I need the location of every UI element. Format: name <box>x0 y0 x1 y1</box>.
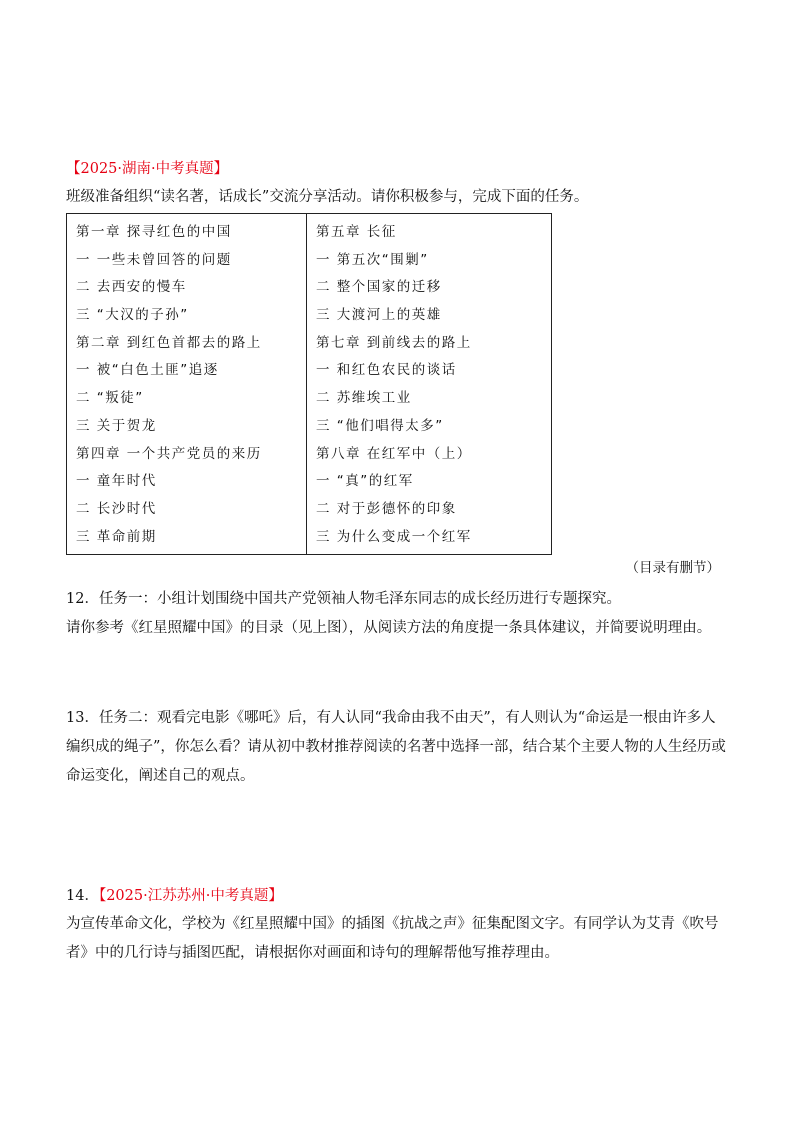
toc-entry: 三 革命前期 <box>76 528 157 545</box>
toc-entry: 第七章 到前线去的路上 <box>316 334 472 351</box>
toc-entry: 二 对于彭德怀的印象 <box>316 500 457 517</box>
toc-entry: 一 童年时代 <box>76 473 157 490</box>
toc-entry: 第四章 一个共产党员的来历 <box>76 445 262 462</box>
toc-entry: 一 第五次“围剿” <box>316 251 429 268</box>
toc-entry: 第八章 在红军中（上） <box>316 445 472 462</box>
source-tag: 【2025·湖南·中考真题】 <box>66 161 229 177</box>
toc-entry: 一 和红色农民的谈话 <box>316 362 457 379</box>
toc-entry: 第二章 到红色首都去的路上 <box>76 334 262 351</box>
toc-entry: 第一章 探寻红色的中国 <box>76 224 232 240</box>
question-14-line1: 为宣传革命文化，学校为《红星照耀中国》的插图《抗战之声》征集配图文字。有同学认为艾青《吹号 <box>66 916 719 932</box>
toc-entry: 三 “大汉的子孙” <box>76 307 189 324</box>
toc-left-column <box>76 222 262 554</box>
question-14-number: 14． <box>66 888 99 904</box>
toc-entry: 二 “叛徒” <box>76 390 144 407</box>
question-14-source-tag: 【2025·江苏苏州·中考真题】 <box>98 888 283 904</box>
question-12-line1: 12．任务一：小组计划围绕中国共产党领袖人物毛泽东同志的成长经历进行专题探究。 <box>66 591 621 607</box>
toc-entry: 二 长沙时代 <box>76 500 157 517</box>
toc-entry: 第五章 长征 <box>316 224 397 240</box>
question-14-header <box>66 886 283 906</box>
question-13-line1: 13．任务二：观看完电影《哪吒》后，有人认同“我命由我不由天”，有人则认为“命运是一根由许多人 <box>66 710 716 726</box>
toc-entry: 一 “真”的红军 <box>316 473 414 490</box>
toc-entry: 一 一些未曾回答的问题 <box>76 251 232 268</box>
question-13-line3: 命运变化，阐述自己的观点。 <box>66 768 255 784</box>
toc-entry: 三 为什么变成一个红军 <box>316 528 472 545</box>
activity-intro: 班级准备组织“读名著，话成长”交流分享活动。请你积极参与，完成下面的任务。 <box>66 189 589 205</box>
toc-entry: 一 被“白色土匪”追逐 <box>76 362 219 379</box>
toc-entry: 三 关于贺龙 <box>76 417 157 434</box>
toc-entry: 二 整个国家的迁移 <box>316 279 442 296</box>
toc-entry: 三 大渡河上的英雄 <box>316 307 442 324</box>
toc-entry: 二 苏维埃工业 <box>316 390 412 407</box>
toc-right-column <box>316 222 472 554</box>
toc-divider <box>306 214 307 554</box>
toc-entry: 三 “他们唱得太多” <box>316 417 444 434</box>
question-14-line2: 者》中的几行诗与插图匹配，请根据你对画面和诗句的理解帮他写推荐理由。 <box>66 945 559 961</box>
toc-entry: 二 去西安的慢车 <box>76 279 187 296</box>
toc-table <box>66 213 552 555</box>
question-12-line2: 请你参考《红星照耀中国》的目录（见上图），从阅读方法的角度提一条具体建议，并简要说明理由。 <box>66 620 712 636</box>
toc-note: （目录有删节） <box>625 560 720 576</box>
question-13-line2: 编织成的绳子”，你怎么看？请从初中教材推荐阅读的名著中选择一部，结合某个主要人物的人生经历或 <box>66 739 726 755</box>
